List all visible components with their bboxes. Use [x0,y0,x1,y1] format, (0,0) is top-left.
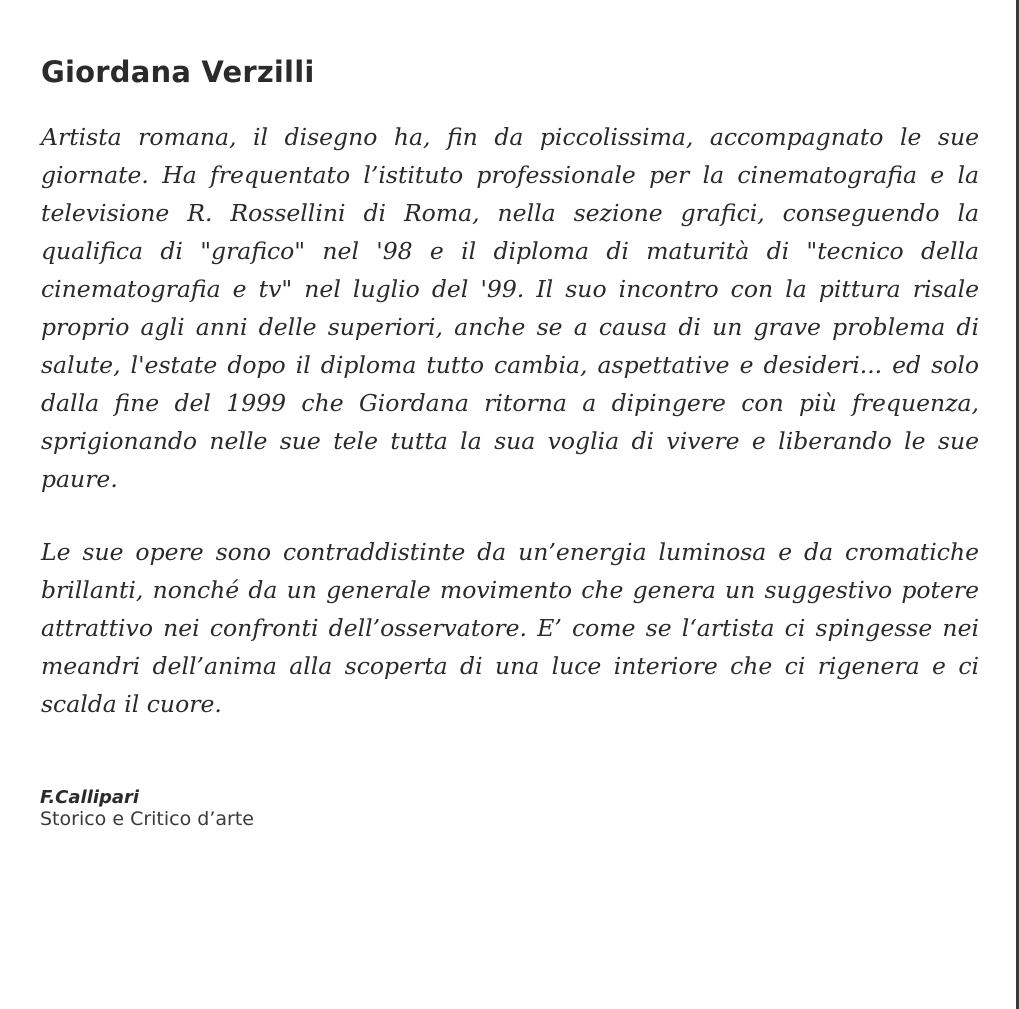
signature-name: F.Callipari [40,787,140,808]
signature-block [40,788,254,830]
signature-role: Storico e Critico d’arte [40,808,254,830]
bio-paragraph-1: Artista romana, il disegno ha, fin da piccolissima, accompagnato le sue giornate. Ha frequentato l’istituto professionale per la cinematografia e la televisione R. Rossellini di Roma, nella sezione grafici, conseguendo la qualifica di "grafico" nel '98 e il diploma di maturità di "tecnico della cinematografia e tv" nel luglio del '99. Il suo incontro con la pittura risale proprio agli anni delle superiori, anche se a causa di un grave problema di salute, l'estate dopo il diploma tutto cambia, aspettative e desideri... ed solo dalla fine del 1999 che Giordana ritorna a dipingere con più frequenza, sprigionando nelle sue tele tutta la sua voglia di vivere e liberando le sue paure. [41,123,979,493]
bio-paragraph-2: Le sue opere sono contraddistinte da un’energia luminosa e da cromatiche brillanti, nonché da un generale movimento che genera un suggestivo potere attrattivo nei confronti dell’osservatore. E’ come se l‘artista ci spingesse nei meandri dell’anima alla scoperta di una luce interiore che ci rigenera e ci scalda il cuore. [41,538,979,718]
page-title: Giordana Verzilli [41,55,315,89]
